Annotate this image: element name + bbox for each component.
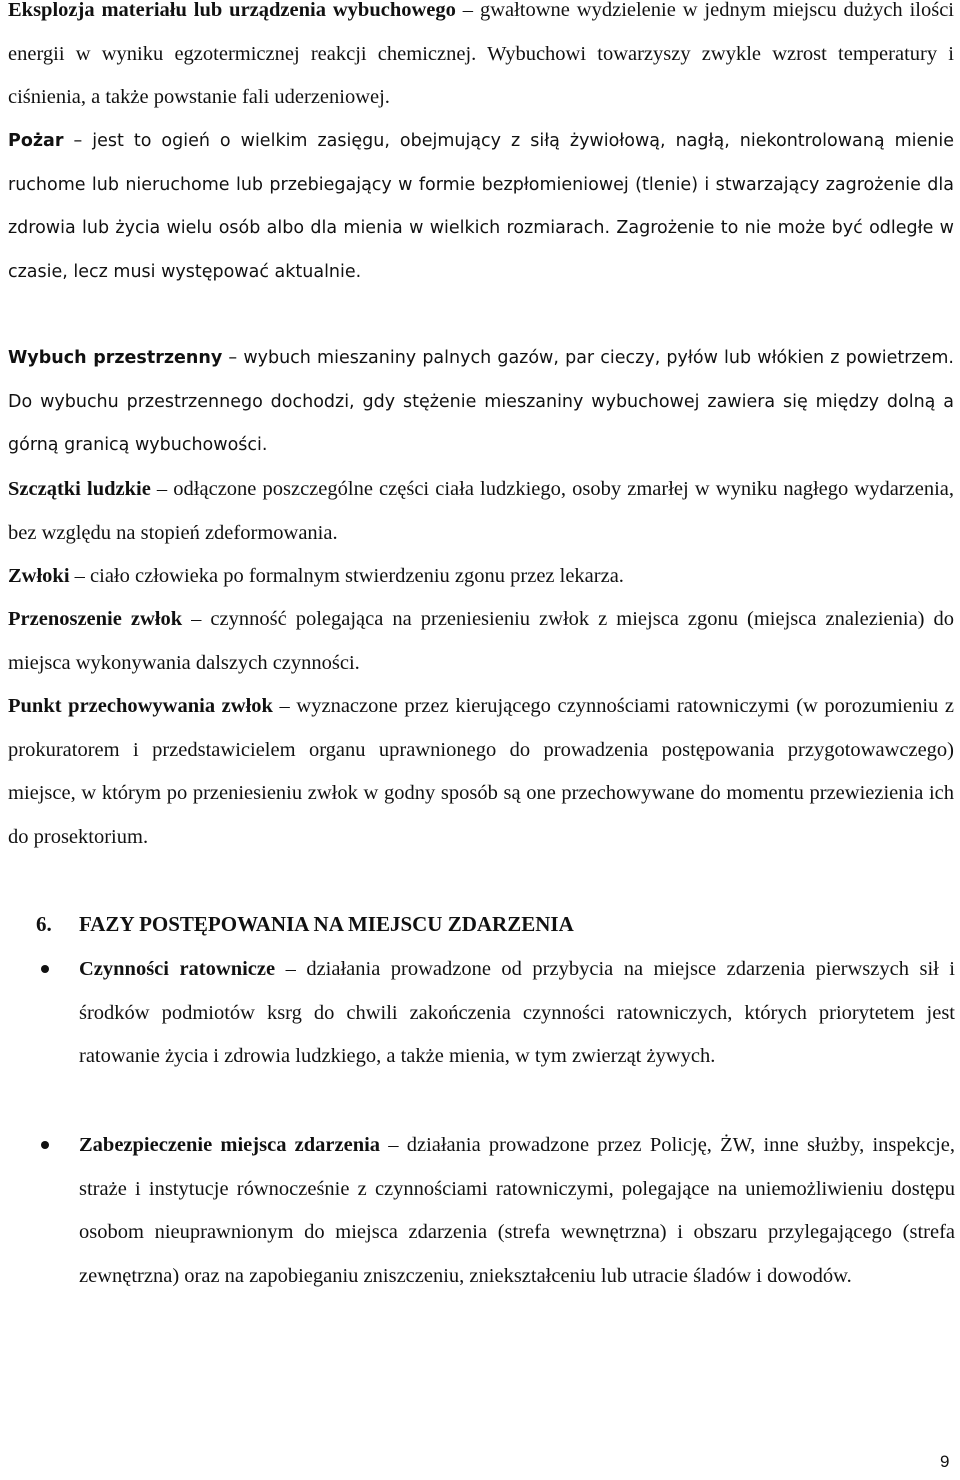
section-heading xyxy=(36,903,936,945)
bullet-term: Zabezpieczenie miejsca zdarzenia xyxy=(79,1134,381,1156)
bullet-text: działania prowadzone przez Policję, ŻW, inne służby, inspekcje, straże i instytucje równocześnie z czynnościami ratowniczymi, polegające na uniemożliwieniu dostępu osobom nieuprawnionym do miejsca zdarzenia (strefa wewnętrzna) i obszaru przylegającego (strefa zewnętrzna) oraz na zapobieganiu zniszczeniu, zniekształceniu lub utracie śladów i dowodów. xyxy=(79,1134,956,1287)
definition-szczatki-ludzkie xyxy=(8,468,954,555)
bullet-term: Czynności ratownicze xyxy=(79,958,276,980)
term-dash: – xyxy=(63,131,93,151)
definition-punkt-przechowywania xyxy=(8,685,954,859)
definition-przenoszenie-zwlok xyxy=(8,598,954,685)
definition-term: Szczątki ludzkie xyxy=(8,478,151,500)
bullet-text: działania prowadzone od przybycia na miejsce zdarzenia pierwszych sił i środków podmiotów ksrg do chwili zakończenia czynności ratowniczych, których priorytetem jest ratowanie życia i zdrowia ludzkiego, a także mienia, w tym zwierząt żywych. xyxy=(79,958,956,1067)
definition-term: Przenoszenie zwłok xyxy=(8,608,183,630)
definition-zwloki xyxy=(8,555,954,599)
bullet-icon xyxy=(41,1141,49,1149)
definition-text: czynność polegająca na przeniesieniu zwłok z miejsca zgonu (miejsca znalezienia) do miejsca wykonywania dalszych czynności. xyxy=(8,608,955,674)
page-number: 9 xyxy=(940,1452,950,1471)
definition-term: Wybuch przestrzenny xyxy=(8,348,223,368)
section-title: FAZY POSTĘPOWANIA NA MIEJSCU ZDARZENIA xyxy=(79,912,574,936)
term-dash: – xyxy=(69,565,91,587)
bullet-czynnosci-ratownicze xyxy=(79,948,955,1079)
term-dash: – xyxy=(455,0,480,21)
bullet-zabezpieczenie-miejsca xyxy=(79,1124,955,1298)
definition-text: jest to ogień o wielkim zasięgu, obejmujący z siłą żywiołową, nagłą, niekontrolowaną mienie ruchome lub nieruchome lub przebiegający w formie bezpłomieniowej (tlenie) i stwarzający zagrożenie dla zdrowia lub życia wielu osób albo dla mienia w wielkich rozmiarach. Zagrożenie to nie może być odległe w czasie, lecz musi występować aktualnie. xyxy=(8,131,954,282)
definition-wybuch-przestrzenny xyxy=(8,337,954,468)
definition-term: Punkt przechowywania zwłok xyxy=(8,695,273,717)
definition-pozar xyxy=(8,120,954,294)
definition-text: wyznaczone przez kierującego czynnościami ratowniczymi (w porozumieniu z prokuratorem i przedstawicielem organu uprawnionego do prowadzenia postępowania przygotowawczego) miejsce, w którym po przeniesieniu zwłok w godny sposób są one przechowywane do momentu przewiezienia ich do prosektorium. xyxy=(8,695,955,848)
definition-text: gwałtowne wydzielenie w jednym miejscu dużych ilości energii w wyniku egzotermicznej reakcji chemicznej. Wybuchowi towarzyszy zwykle wzrost temperatury i ciśnienia, a także powstanie fali uderzeniowej. xyxy=(8,0,954,108)
term-dash: – xyxy=(275,958,307,980)
term-dash: – xyxy=(182,608,211,630)
definition-text: wybuch mieszaniny palnych gazów, par cieczy, pyłów lub włókien z powietrzem. Do wybuchu przestrzennego dochodzi, gdy stężenie mieszaniny wybuchowej zawiera się między dolną a górną granicą wybuchowości. xyxy=(8,348,954,455)
bullet-icon xyxy=(41,965,49,973)
definition-text: ciało człowieka po formalnym stwierdzeniu zgonu przez lekarza. xyxy=(90,565,624,587)
definition-eksplozja xyxy=(8,0,954,120)
term-dash: – xyxy=(150,478,174,500)
term-dash: – xyxy=(272,695,297,717)
term-dash: – xyxy=(380,1134,407,1156)
section-number: 6. xyxy=(36,912,52,936)
definition-term: Zwłoki xyxy=(8,565,70,587)
definition-text: odłączone poszczególne części ciała ludzkiego, osoby zmarłej w wyniku nagłego wydarzenia, bez względu na stopień zdeformowania. xyxy=(8,478,954,544)
definition-term: Pożar xyxy=(8,131,64,151)
definition-term: Eksplozja materiału lub urządzenia wybuchowego xyxy=(8,0,456,21)
term-dash: – xyxy=(222,348,244,368)
